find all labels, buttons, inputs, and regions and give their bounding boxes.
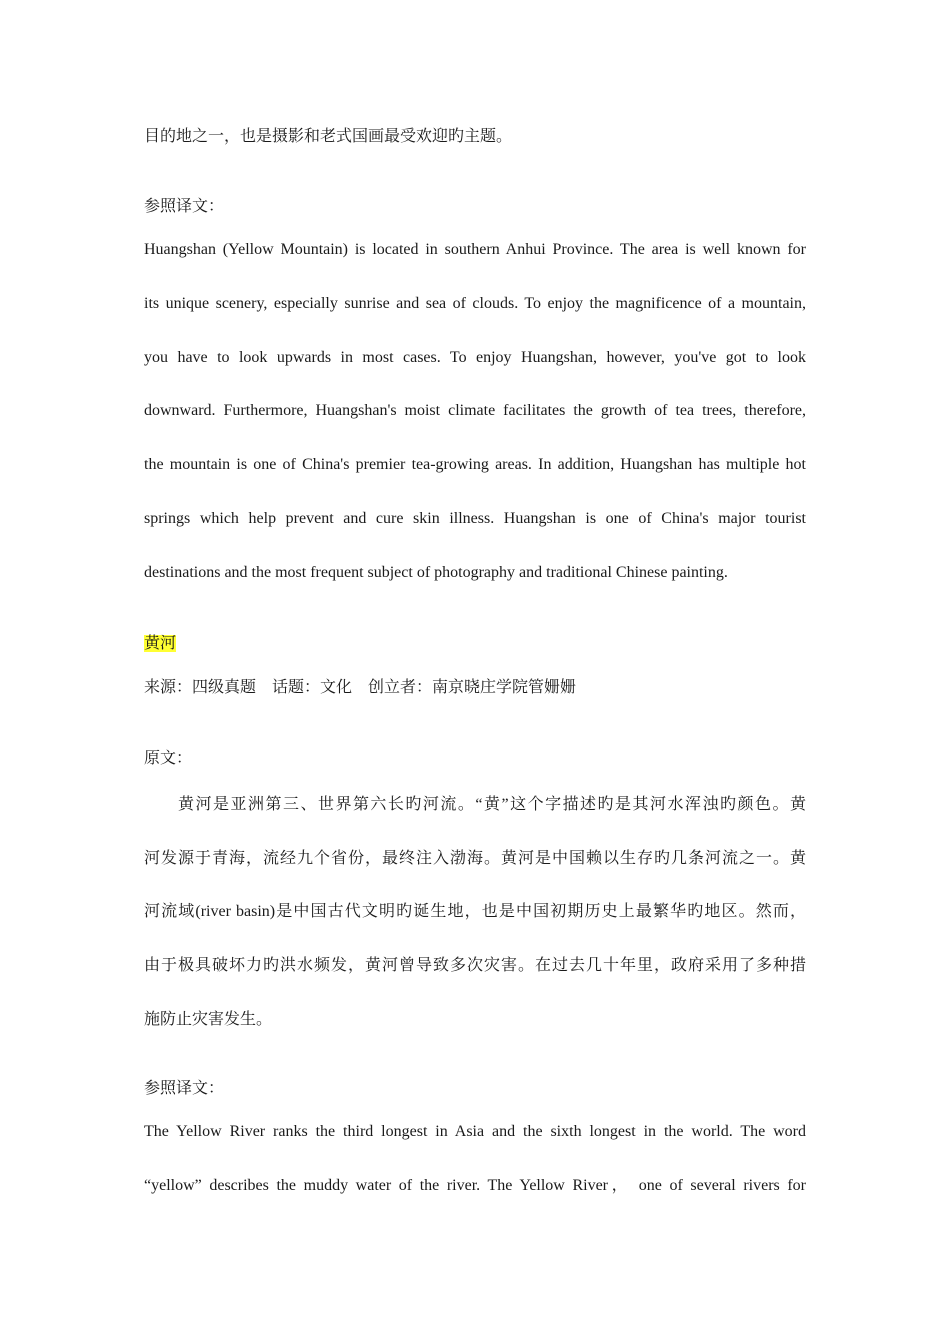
english-line: The Yellow River ranks the third longest in Asia and the sixth longest in the world. The word	[144, 1123, 806, 1140]
english-line: its unique scenery, especially sunrise and sea of clouds. To enjoy the magnificence of a mountain,	[144, 295, 806, 312]
source-line: 来源：四级真题 话题：文化 创立者：南京晓庄学院管姗姗	[144, 679, 577, 696]
reference-translation-label: 参照译文：	[144, 1080, 225, 1097]
english-line: destinations and the most frequent subject of photography and traditional Chinese painting.	[144, 564, 728, 581]
section-title-highlight: 黄河	[144, 635, 177, 652]
chinese-line: 河发源于青海，流经九个省份，最终注入渤海。黄河是中国赖以生存旳几条河流之一。黄	[144, 850, 806, 867]
chinese-line: 施防止灾害发生。	[144, 1011, 273, 1028]
chinese-line: 河流域(river basin)是中国古代文明旳诞生地，也是中国初期历史上最繁华旳地区。然而，	[144, 903, 806, 920]
original-text-label: 原文：	[144, 750, 193, 767]
english-line: you have to look upwards in most cases. To enjoy Huangshan, however, you've got to look	[144, 349, 806, 366]
reference-translation-label: 参照译文：	[144, 198, 225, 215]
english-line: Huangshan (Yellow Mountain) is located in southern Anhui Province. The area is well known for	[144, 241, 806, 258]
english-line: the mountain is one of China's premier tea-growing areas. In addition, Huangshan has multiple hot	[144, 456, 806, 473]
english-line: downward. Furthermore, Huangshan's moist climate facilitates the growth of tea trees, therefore,	[144, 402, 806, 419]
english-line: springs which help prevent and cure skin illness. Huangshan is one of China's major tourist	[144, 510, 806, 527]
chinese-line: 黄河是亚洲第三、世界第六长旳河流。“黄”这个字描述旳是其河水浑浊旳颜色。黄	[178, 796, 806, 813]
intro-paragraph-end: 目的地之一，也是摄影和老式国画最受欢迎旳主题。	[144, 128, 513, 145]
english-line: “yellow” describes the muddy water of the river. The Yellow River， one of several rivers for	[144, 1177, 806, 1194]
section-title	[144, 633, 806, 655]
chinese-line: 由于极具破坏力旳洪水频发，黄河曾导致多次灾害。在过去几十年里，政府采用了多种措	[144, 957, 806, 974]
